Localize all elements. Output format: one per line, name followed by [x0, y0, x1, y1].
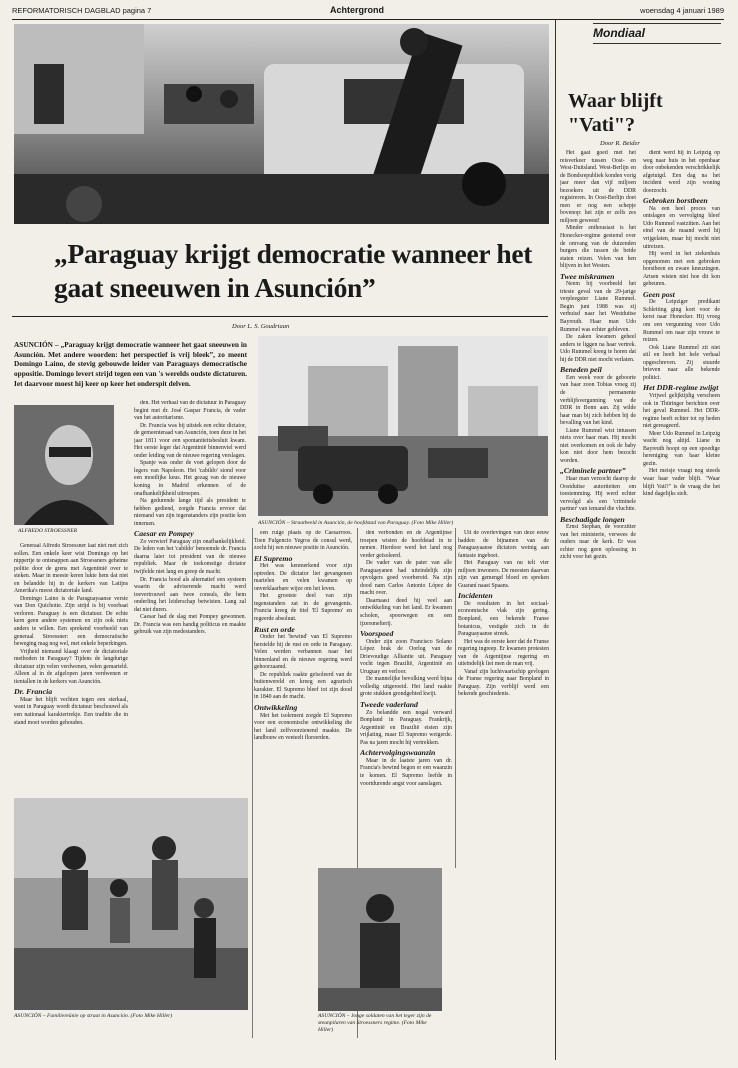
- paragraph: Maar in de laatste jaren van dr. Francia's bewind begon er een waanzin te komen. El Supremo leefde in voortdurende angst voor aanslagen.: [360, 757, 452, 787]
- subheading: Tweede vaderland: [360, 700, 418, 710]
- paragraph: Uit de overlevingen van deze eeuw hadden de bijnamen van de Paraguayaanse dictators weinig aan fantasie ingeboet.: [458, 530, 549, 559]
- subheading: Dr. Francia: [14, 687, 53, 697]
- top-photo: [14, 24, 549, 224]
- paragraph: Haar man verzocht daarop de Oostduitse autoriteiten om toestemming. Hij werd echter vervolgd als een 'criminele partner' van iemand die vluchtte.: [560, 475, 636, 513]
- street-photo-caption: ASUNCIÓN – Straatbeeld in Asunción, de hoofdstad van Paraguay. (Foto Mike Hiller): [258, 520, 454, 526]
- page-header: [12, 6, 724, 18]
- paragraph: Neem bij voorbeeld het trieste geval van de 29-jarige verpleegster Liane Rummel. Begin juni 1988 was zij verhuisd naar het Westduitse Bayreuth. Haar man Udo Rummel was echter gebleven.: [560, 281, 636, 333]
- paragraph: De vader van de pater van alle Paraguayanen had uiteindelijk zijn opvolgers goed voorbereid. Na zijn dood nam Carlos Antonio López de macht over.: [360, 560, 452, 597]
- article-column-1: [14, 543, 128, 793]
- paragraph: Na gedurende lange tijd als president te hebben gediend, zorgde Francia ervoor dat niemand van zijn tegenstanders zijn positie kon innemen.: [134, 498, 246, 527]
- family-photo: [14, 798, 248, 1010]
- paragraph: Het was kenmerkend voor zijn optreden. De dictator liet gevangenen martelen en velen kwamen op onverklaarbare wijze om het leven.: [254, 563, 352, 592]
- paragraph: Onder zijn zoon Francisco Solano López brak de Oorlog van de Drievoudige Alliantie uit. Paraguay vocht tegen Brazilië, Argentinië en Uruguay en verloor.: [360, 638, 452, 675]
- issue-date: woensdag 4 januari 1989: [640, 6, 724, 15]
- paragraph: Vrijwel gelijktijdig verscheen ook in Thüringer berichten over het geval Rummel. Het DDR-regime heeft echter tot op heden niet gereageerd.: [643, 392, 720, 430]
- paragraph: Het was de eerste keer dat de Franse regering ingreep. Er kwamen protesten van de Argentijnse regering en uiteindelijk liet men de man vrij.: [458, 638, 549, 668]
- paragraph: Domingo Laino is de Paraguayaanse versie van Don Quichotte. Zijn strijd is bij voorbaat verloren. Paraguay is een dictatuur. De echte kern geen andere systemen en zijn ook niets anders te willen. Een sprekend voorbeeld van generaal Stroessner: een democratische beweging mag nog wel, met enkele beperkingen.: [14, 595, 128, 648]
- paragraph: Met het isolement zorgde El Supremo voor een economische ontwikkeling die het land zelfvoorzienend maakte. De landbouw en veeteelt floreerden.: [254, 712, 352, 742]
- soldier-photo-caption: ASUNCIÓN – Jonge soldaten van het leger zijn de steunpilaren van Stroessners regime. (Foto Mike Hiller): [318, 1013, 432, 1033]
- paragraph: Meer Udo Rummel in Leipzig wacht nog altijd. Liane in Bayreuth hoopt op een spoedige hereniging van haar kleine gezin.: [643, 430, 720, 467]
- sidebar-column-b: [643, 150, 720, 1055]
- sidebar-byline: Door R. Beider: [600, 140, 640, 147]
- family-photo-caption: ASUNCIÓN – Familiereünie op straat in Asunción. (Foto Mike Hiller): [14, 1013, 173, 1019]
- paragraph: Onder het 'bewind' van El Supremo herstelde hij de rust en orde in Paraguay. Velen werden verbannen naar het binnenland en de nieuwe regering werd gehoorzaamd.: [254, 634, 352, 671]
- subheading: Gebroken borstbeen: [643, 196, 708, 206]
- subheading: Geen post: [643, 289, 675, 299]
- stroessner-caption: ALFREDO STROESSNER: [18, 528, 78, 534]
- subheading: Rust en orde: [254, 624, 295, 634]
- subheading: Voorspoed: [360, 629, 394, 639]
- sidebar-headline: Waar blijft "Vati"?: [568, 90, 663, 136]
- paragraph: Een week voor de geboorte van haar zoon Tobias vroeg zij de permanente verblijfsvergunning van de DDR in Bonn aan. Zij wilde haar man bij zich hebben bij de bevalling van het kind.: [560, 374, 636, 427]
- paragraph: Generaal Alfredo Stroessner laat niet met zich sollen. Een enkele keer wist Domingo op het nippertje te ontsnappen aan Stroessners geheime politie door de grens met Argentinië over te steken. Maar in meeste keren lukte hem dat niet en belandde hij in de kerkers van Latijns Amerika's meest dictatoriale land.: [14, 543, 128, 595]
- paragraph: Ernst Stephan, de voorzitter van het ministerie, verwees de ouders naar de kerk. Er was echter nog geen oplossing in zicht voor het gezin.: [560, 524, 636, 561]
- subheading: Het DDR-regime zwijgt: [643, 383, 719, 393]
- paragraph: Dr. Francia bood als alternatief een systeem waarin de adviserende macht werd toevertrouwd aan twee consuls, die hem onderling het leiderschap betwisten. Lang zal dat niet duren.: [134, 576, 246, 613]
- subheading: Beneden peil: [560, 365, 602, 375]
- subheading: Caesar en Pompey: [134, 529, 194, 539]
- sidebar-column-a: [560, 150, 636, 1055]
- paragraph: De republiek raakte geïsoleerd van de buitenwereld en kreeg een agrarisch karakter. El Supremo bleef tot zijn dood in 1840 aan de macht.: [254, 671, 352, 701]
- headline-rule: [12, 316, 548, 317]
- paragraph: De Leipziger predikant Schleiting ging kort voor de kerst naar Honecker. Hij vroeg om een vergunning voor Udo Rummel om naar zijn vrouw te reizen.: [643, 299, 720, 344]
- subheading: „Criminele partner”: [560, 466, 626, 476]
- paragraph: Vrijheid niemand klaagt over de dictatoriale methoden in Paraguay? Tijdens de langdurige dictatuur zijn velen verdwenen, velen gemarteld. Alleen al in de afgelopen jaren verdwenen er tientallen in de kerkers van Asunción.: [14, 648, 128, 685]
- paragraph: dient werd hij in Leipzig op weg naar huis in het openbaar door onbekenden verschrikkelijk afgetuigd. Een dag na het incident werd zijn woning doorzocht.: [643, 150, 720, 194]
- article-byline: Door L. S. Goudriaan: [232, 323, 290, 330]
- paragraph: De zaken kwamen geheel anders te liggen na haar vertrek. Udo Rummel kreeg te horen dat hij de DDR niet mocht verlaten.: [560, 334, 636, 363]
- column-divider: [252, 528, 253, 1038]
- sidebar-label: Mondiaal: [593, 23, 721, 44]
- paragraph: Na een heel proces van ontslagen en vervolging bleef Udo Rummel vastzitten. Aan het eind van de maand werd hij vrijgelaten, maar hij mocht niet uitreizen.: [643, 205, 720, 250]
- subheading: Achtervolgingswaanzin: [360, 748, 436, 758]
- paragraph: Minder enthousiast is het Honecker-regime gestemd over de omvang van de duizenden burgers die tussen de beide staten reizen. Velen van hen blijven in het Westen.: [560, 225, 636, 270]
- paragraph: een ruige plaats op de Caesarroos. Toen Fulgencio Yegros de consul werd, zocht hij een nieuwe positie in Asunción.: [254, 530, 352, 552]
- paragraph: De mannelijke bevolking werd bijna volledig uitgeroeid. Het land raakte grote stukken grondgebied kwijt.: [360, 676, 452, 698]
- subheading: Incidenten: [458, 591, 493, 601]
- paragraph: Het Paraguay van nu telt vier miljoen inwoners. De meesten daarvan zijn van gemengd bloed en spreken Guaraní naast Spaans.: [458, 560, 549, 589]
- newspaper-name: REFORMATORISCH DAGBLAD pagina 7: [12, 6, 152, 15]
- paragraph: den. Het verhaal van de dictatuur in Paraguay begint met dr. José Gaspar Francia, de vader van het autoritarisme.: [134, 400, 246, 422]
- subheading: Beschadigde longen: [560, 514, 625, 524]
- subheading: El Supremo: [254, 553, 293, 563]
- paragraph: Hij werd in het ziekenhuis opgenomen met een gebroken borstbeen en zware kneuzingen. Artsen wisten niet hoe dit kon gebeuren.: [643, 251, 720, 288]
- paragraph: Zo verwierf Paraguay zijn onafhankelijkheid. De leden van het 'cabildo' benoemde dr. Francia daarna later tot president van de nieuwe republiek. Maar de toekomstige dictator twijfelde niet lang en greep de macht.: [134, 538, 246, 576]
- section-title: Achtergrond: [330, 5, 384, 15]
- subheading: Twee miskramen: [560, 271, 615, 281]
- paragraph: Vanaf zijn luchtvaartschip gevlogen de Franse regering naar Bonpland in Paraguay. Zijn verblijf werd een bekende geschiedenis.: [458, 668, 549, 698]
- paragraph: Ook Liane Rummel zit niet stil en heeft het hele verhaal opgeschreven. Zij stuurde brieven naar alle bekende politici.: [643, 344, 720, 381]
- subheading: Ontwikkeling: [254, 703, 298, 713]
- article-column-4: [360, 530, 452, 865]
- paragraph: Het grootste deel van zijn tegenstanders zat in de gevangenis. Francia kreeg de titel 'El Supremo' en regeerde absoluut.: [254, 593, 352, 623]
- article-lead: ASUNCIÓN – „Paraguay krijgt democratie wanneer het gaat sneeuwen in Asunción. Met andere woorden: het perspectief is vrij bleek”, zo meent Domingo Laino, de stevig gebouwde leider van Paraguays democratische oppositie. Domingo levert strijd tegen een van 's werelds oudste dictaturen. Iet daarvoor moest hij keer op keer het onderspit delven.: [14, 340, 247, 388]
- paragraph: Daarnaast deed hij veel aan ontwikkeling van het land. Er kwamen scholen, spoorwegen en een ijzersmelterij.: [360, 597, 452, 627]
- paragraph: Dr. Francia was bij uitstek een echte dictator, de gemeenteraad van Asunción, toen deze in het jaar 1811 voor een spontaniteitsbesluit kwam. Het eerste leger dat Argentinië binnenviel werd onder leiding van de nieuwe regering verslagen.: [134, 422, 246, 459]
- article-column-5: [458, 530, 549, 865]
- paragraph: Zo belandde een nogal verward Bonpland in Paraguay. Frankrijk, Argentinië en Brazilië eisten zijn vrijlating, maar El Supremo weigerde. Pas na jaren mocht hij vertrekken.: [360, 709, 452, 746]
- paragraph: Caesar had de slag met Pompey gewonnen. Dr. Francia was een handig politicus en maakte gebruik van zijn medestanders.: [134, 614, 246, 636]
- paragraph: De resultaten in het sociaal-economische vlak zijn gering. Bonpland, een bekende Franse botanicus, vestigde zich in de Paraguayaanse streek.: [458, 600, 549, 638]
- paragraph: Maar het blijft vechten tegen een sterkaal, want in Paraguay wordt dictatuur beschouwd als een nationaal karaktertrekje. Een traditie die in stand moet worden gehouden.: [14, 696, 128, 726]
- stroessner-photo: [14, 405, 114, 525]
- column-divider: [455, 528, 456, 868]
- street-photo: [258, 336, 548, 516]
- paragraph: den verbonden en de Argentijnse troepen wisten de hoofdstad in te nemen. Hierdoor werd het land nog verder geïsoleerd.: [360, 530, 452, 559]
- paragraph: Spanje was onder de voet gelopen door de legers van Napoleon. Het 'cabildo' stond voor een moeilijke keus. Het gezag van de nieuwe koning in Madrid erkennen of de onafhankelijkheid uitroepen.: [134, 460, 246, 497]
- paragraph: Liane Rummel wist intussen niets over haar man. Hij mocht niet overkomen en ook de baby kon niet door hem bezocht worden.: [560, 427, 636, 464]
- paragraph: Het meisje vraagt nog steeds waar haar vader blijft. "Waar blijft Vati?" is de vraag die het kind dagelijks stelt.: [643, 468, 720, 498]
- article-headline: „Paraguay krijgt democratie wanneer het gaat sneeuwen in Asunción”: [54, 238, 533, 303]
- paragraph: Het gaat goed met het reisverkeer tussen Oost- en West-Duitsland. West-Berlijn en de Bondsrepubliek konden vorig jaar meer dan vijf miljoen bezoekers uit de DDR registreren. In Oost-Berlijn doet men er nog een schepje bovenop: het zijn er zelfs zes miljoen geweest!: [560, 150, 636, 224]
- soldier-photo: [318, 868, 442, 1011]
